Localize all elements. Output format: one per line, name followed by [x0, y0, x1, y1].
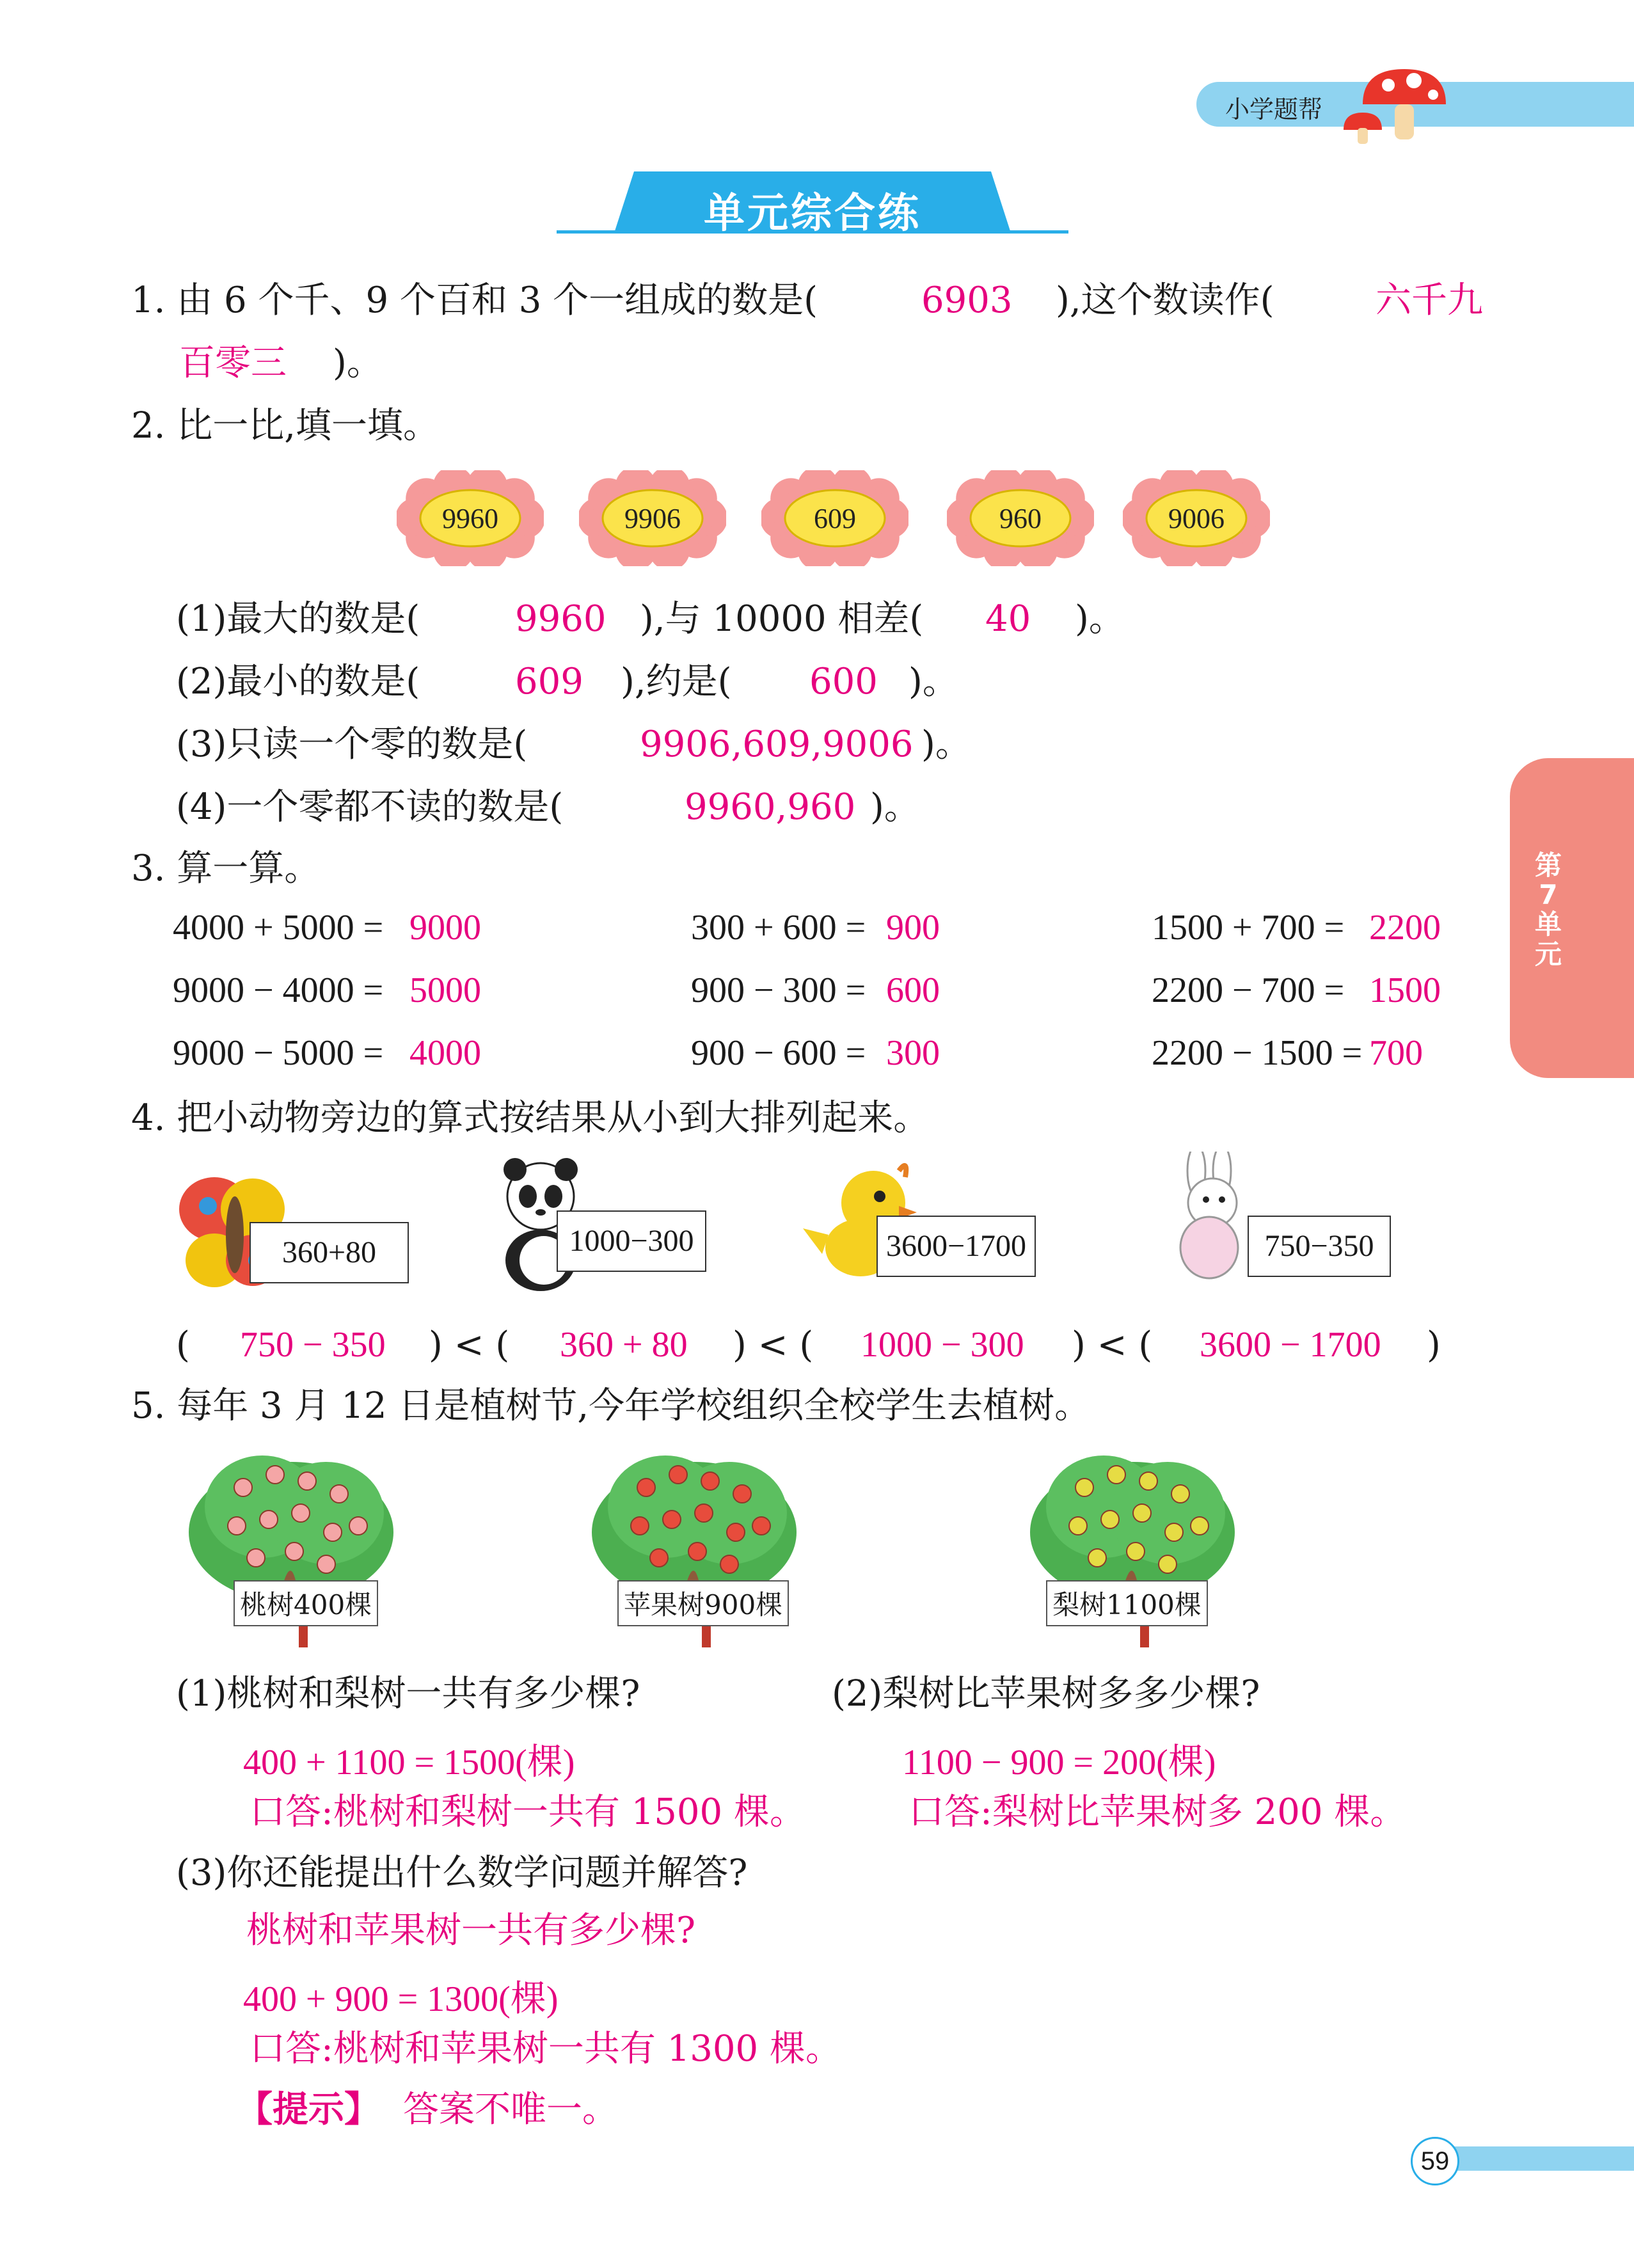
q1-text-c: )。 — [333, 342, 383, 384]
q5-p1-answer: 口答:桃树和梨树一共有 1500 棵。 — [250, 1791, 805, 1833]
calc-answer: 700 — [1369, 1033, 1423, 1073]
order-sep-3: ) < ( — [1072, 1324, 1153, 1366]
q2-s4-answer: 9960,960 — [685, 786, 856, 828]
flower-number — [397, 470, 544, 566]
order-3: 1000 − 300 — [861, 1325, 1024, 1365]
order-sep-2: ) < ( — [733, 1324, 814, 1366]
page-number: 59 — [1411, 2137, 1459, 2185]
calc-expression: 900 − 600 = — [691, 1033, 866, 1073]
tree-sign: 梨树1100棵 — [1046, 1580, 1208, 1626]
q1-answer-reading-2: 百零三 — [179, 342, 287, 384]
q1-text-b: ),这个数读作( — [1056, 280, 1274, 321]
flower-label: 9906 — [624, 503, 681, 534]
flower-label: 9006 — [1168, 503, 1225, 534]
calc-expression: 9000 − 5000 = — [173, 1033, 384, 1073]
q2-s2-c: )。 — [908, 661, 958, 702]
unit-label: 第7单元 — [1534, 850, 1562, 970]
q5-p3-answer: 口答:桃树和苹果树一共有 1300 棵。 — [250, 2028, 841, 2070]
q2-s4-a: (4)一个零都不读的数是( — [176, 786, 564, 828]
q2-s1-answer-2: 40 — [985, 598, 1031, 640]
calc-answer: 2200 — [1369, 908, 1441, 948]
hint-text: 答案不唯一。 — [403, 2089, 618, 2130]
calc-answer: 300 — [886, 1033, 940, 1073]
card-bird: 3600−1700 — [876, 1216, 1036, 1277]
calc-answer: 600 — [886, 971, 940, 1010]
header-brand: 小学题帮 — [1225, 95, 1323, 123]
calc-expression: 9000 − 4000 = — [173, 971, 384, 1010]
order-sep-1: ) < ( — [429, 1324, 510, 1366]
flower-number — [1123, 470, 1270, 566]
order-open: ( — [176, 1324, 190, 1366]
q5-p2-question: (2)梨树比苹果树多多少棵? — [832, 1673, 1260, 1715]
flower-label: 960 — [999, 503, 1042, 534]
q2-s2-answer-1: 609 — [515, 661, 583, 702]
q5-p1-calc: 400 + 1100 = 1500(棵) — [243, 1743, 575, 1782]
q2-s1-a: (1)最大的数是( — [176, 598, 420, 640]
calc-expression: 2200 − 700 = — [1152, 971, 1345, 1010]
card-butterfly: 360+80 — [250, 1222, 409, 1283]
tree-sign: 桃树400棵 — [234, 1580, 378, 1626]
hint-label: 【提示】 — [237, 2089, 380, 2130]
q5-p3-ask: 桃树和苹果树一共有多少棵? — [246, 1910, 696, 1951]
flower-label: 9960 — [442, 503, 498, 534]
flower-label: 609 — [814, 503, 856, 534]
order-4: 3600 − 1700 — [1200, 1325, 1381, 1365]
footer-bar — [1452, 2146, 1634, 2171]
page-title: 单元综合练 — [704, 190, 921, 237]
calc-answer: 4000 — [409, 1033, 481, 1073]
q2-s1-b: ),与 10000 相差( — [640, 598, 924, 640]
calc-answer: 1500 — [1369, 971, 1441, 1010]
q5-p2-calc: 1100 − 900 = 200(棵) — [902, 1743, 1216, 1782]
calc-expression: 1500 + 700 = — [1152, 908, 1345, 948]
q4-title: 4. 把小动物旁边的算式按结果从小到大排列起来。 — [131, 1097, 930, 1139]
order-1: 750 − 350 — [240, 1325, 386, 1365]
q2-s1-answer-1: 9960 — [515, 598, 607, 640]
q5-p2-answer: 口答:梨树比苹果树多 200 棵。 — [908, 1791, 1406, 1833]
q2-title: 2. 比一比,填一填。 — [131, 405, 440, 447]
card-rabbit: 750−350 — [1248, 1216, 1391, 1277]
q1-answer-number: 6903 — [921, 280, 1013, 321]
q3-title: 3. 算一算。 — [131, 848, 321, 889]
q2-s3-answer: 9906,609,9006 — [640, 724, 914, 765]
q2-s2-b: ),约是( — [621, 661, 732, 702]
card-panda: 1000−300 — [557, 1210, 706, 1272]
q5-title: 5. 每年 3 月 12 日是植树节,今年学校组织全校学生去植树。 — [131, 1385, 1091, 1427]
tree-sign: 苹果树900棵 — [617, 1580, 789, 1626]
q2-s2-answer-2: 600 — [809, 661, 878, 702]
q5-p3-question: (3)你还能提出什么数学问题并解答? — [176, 1852, 748, 1894]
q2-s3-a: (3)只读一个零的数是( — [176, 724, 528, 765]
order-2: 360 + 80 — [560, 1325, 688, 1365]
q2-s2-a: (2)最小的数是( — [176, 661, 420, 702]
flower-number — [579, 470, 726, 566]
q2-s4-c: )。 — [870, 786, 920, 828]
q1-answer-reading-1: 六千九 — [1376, 280, 1483, 321]
mushroom-icon — [1344, 56, 1459, 146]
q2-s1-c: )。 — [1075, 598, 1125, 640]
calc-expression: 900 − 300 = — [691, 971, 866, 1010]
calc-answer: 900 — [886, 908, 940, 948]
order-close: ) — [1427, 1324, 1441, 1366]
calc-expression: 4000 + 5000 = — [173, 908, 384, 948]
calc-answer: 5000 — [409, 971, 481, 1010]
flower-number — [947, 470, 1094, 566]
calc-answer: 9000 — [409, 908, 481, 948]
calc-expression: 2200 − 1500 = — [1152, 1033, 1363, 1073]
q5-p1-question: (1)桃树和梨树一共有多少棵? — [176, 1673, 640, 1715]
q2-s3-c: )。 — [921, 724, 971, 765]
q5-p3-calc: 400 + 900 = 1300(棵) — [243, 1979, 559, 2019]
q1-text-a: 1. 由 6 个千、9 个百和 3 个一组成的数是( — [131, 280, 818, 321]
flower-number — [761, 470, 908, 566]
calc-expression: 300 + 600 = — [691, 908, 866, 948]
